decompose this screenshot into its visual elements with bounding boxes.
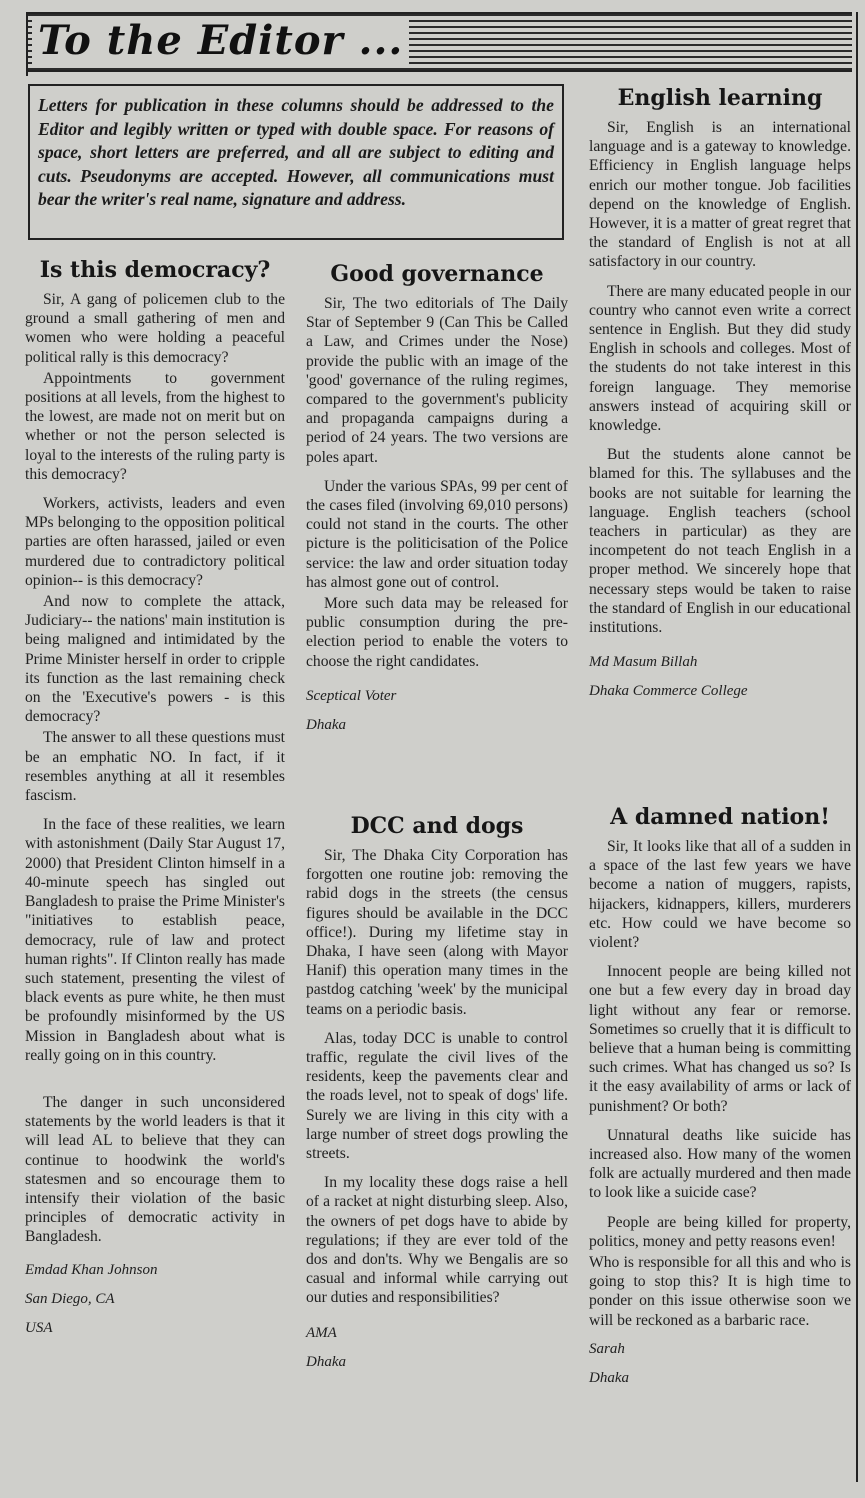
- letter-signature: [589, 1340, 851, 1388]
- submission-notice: Letters for publication in these columns should be addressed to the Editor and legibly written or typed with double space. For reasons of space, short letters are preferred, and all are subject to editing and cuts. Pseudonyms are accepted. However, all communications must bear the writer's real name, signature and address.: [28, 84, 564, 240]
- letter-title: Good governance: [330, 261, 544, 287]
- letter-paragraph: The answer to all these questions must be an emphatic NO. In fact, if it resembles anything at all it resembles fascism.: [25, 729, 285, 805]
- letter-paragraph: In the face of these realities, we learn with astonishment (Daily Star August 17, 2000) that President Clinton himself in a 40-minute speech has singled out Bangladesh to praise the Prime Minister's "initiatives to establish peace, democracy, rule of law and protect human rights". If Clinton really has made such statement, presenting the vilest of black events as pure white, he then must be profoundly misinformed by the US Mission in Bangladesh about what is really going on in this country.: [25, 816, 285, 1064]
- letter-paragraph: People are being killed for property, politics, money and petty reasons even!: [589, 1213, 851, 1250]
- letter-title: Is this democracy?: [39, 257, 271, 283]
- signature-name: Emdad Khan Johnson: [25, 1261, 158, 1278]
- letter-paragraph: Under the various SPAs, 99 per cent of the cases filed (involving 69,010 persons) could not stand in the courts. The other picture is the politicisation of the Police service: the law and order situation today has almost gone out of control.: [306, 477, 568, 591]
- section-title: To the Editor ...: [32, 18, 409, 64]
- signature-location: Dhaka: [589, 1369, 629, 1386]
- signature-location: Dhaka: [306, 716, 346, 733]
- letter-paragraph: More such data may be released for public consumption during the pre-election period to enable the voters to choose the right candidates.: [306, 595, 568, 670]
- letter-paragraph: Appointments to government positions at all levels, from the highest to the lowest, are made not on merit but on whether or not the person selected is loyal to the interests of the ruling party is this democracy?: [25, 369, 285, 483]
- letter-title: DCC and dogs: [350, 813, 524, 839]
- letter-paragraph: Sir, English is an international language and is a gateway to knowledge. Efficiency in English language helps enrich our mother tongue. Job facilities depend on the knowledge of English. However, it is a matter of great regret that the standard of English is not at all satisfactory in our country.: [589, 119, 851, 271]
- letter-paragraph: Innocent people are being killed not one but a few every day in broad day light without any fear or remorse. Sometimes so cruelly that it is difficult to believe that a human being is committing such crimes. What has changed us so? Is it the easy availability of arms or lack of punishment? Or both?: [589, 963, 851, 1115]
- letter-signature: [306, 687, 568, 735]
- signature-location: Dhaka: [306, 1353, 346, 1370]
- signature-institution: Dhaka Commerce College: [589, 683, 748, 700]
- letter-paragraph: Workers, activists, leaders and even MPs belonging to the opposition political parties are often harassed, jailed or even murdered due to contradictory political opinion-- is this democracy?: [25, 495, 285, 589]
- letter-paragraph: Unnatural deaths like suicide has increased also. How many of the women folk are actually murdered and then made to look like a suicide case?: [589, 1126, 851, 1202]
- signature-name: Sceptical Voter: [306, 687, 397, 704]
- signature-location: San Diego, CA: [25, 1290, 115, 1307]
- letter-signature: [25, 1261, 285, 1338]
- signature-name: AMA: [306, 1324, 337, 1341]
- letter-dcc-and-dogs: [306, 812, 568, 1382]
- masthead-banner: [26, 12, 852, 72]
- letter-is-this-democracy: [25, 256, 285, 1348]
- signature-name: Md Masum Billah: [589, 654, 698, 671]
- letter-signature: [306, 1324, 568, 1372]
- letter-paragraph: Alas, today DCC is unable to control traffic, regulate the civil lives of the residents, keep the pavements clear and the roads level, not to speak of dogs' life. Surely we are living in this city with a large number of street dogs prowling the streets.: [306, 1029, 568, 1163]
- letter-signature: [589, 653, 851, 701]
- letter-paragraph: Who is responsible for all this and who is going to stop this? It is high time to ponder on this issue otherwise soon we will be reckoned as a barbaric race.: [589, 1254, 851, 1329]
- signature-name: Sarah: [589, 1340, 625, 1357]
- letter-a-damned-nation: [589, 803, 851, 1398]
- letter-paragraph: Sir, The Dhaka City Corporation has forgotten one routine job: removing the rabid dogs in the streets (the census figures should be available in the DCC office!). During my lifetime stay in Dhaka, I have seen (along with Mayor Hanif) this operation many times in the pastdog catching 'week' by the municipal teams on a periodic basis.: [306, 847, 568, 1018]
- letter-title: A damned nation!: [610, 804, 830, 830]
- letter-paragraph: And now to complete the attack, Judiciary-- the nations' main institution is being maligned and intimidated by the Prime Minister herself in order to cripple its function as the last remaining check on the 'Executive's powers - is this democracy?: [25, 593, 285, 726]
- letter-paragraph: In my locality these dogs raise a hell of a racket at night disturbing sleep. Also, the owners of pet dogs have to abide by regulations; if they are ever told of the dos and don'ts. Why we Bengalis are so casual and informal while carrying out our duties and responsibilities?: [306, 1174, 568, 1307]
- letter-paragraph: Sir, It looks like that all of a sudden in a space of the last few years we have become a nation of muggers, rapists, hijackers, kidnappers, killers, murderers etc. How could we have become so violent?: [589, 838, 851, 952]
- letter-english-learning: [589, 84, 851, 711]
- letter-paragraph: Sir, A gang of policemen club to the ground a small gathering of men and women who were holding a peaceful political rally is this democracy?: [25, 291, 285, 366]
- signature-country: USA: [25, 1319, 53, 1336]
- letter-paragraph: Sir, The two editorials of The Daily Star of September 9 (Can This be Called a Law, and Crimes under the Nose) provide the public with an image of the 'good' governance of the ruling regimes, compared to the government's publicity and propaganda campaigns during a period of 24 years. The two versions are poles apart.: [306, 295, 568, 466]
- letter-paragraph: The danger in such unconsidered statements by the world leaders is that it will lead AL to believe that they can continue to hoodwink the world's statesmen and so encourage them to intensify their violation of the basic principles of democratic activity in Bangladesh.: [25, 1093, 285, 1246]
- letter-paragraph: There are many educated people in our country who cannot even write a correct sentence in English. But they did study English in schools and colleges. Most of the students do not take interest in this foreign language. They memorise answers instead of acquiring skill or knowledge.: [589, 282, 851, 435]
- letter-paragraph: But the students alone cannot be blamed for this. The syllabuses and the books are not suitable for learning the language. English teachers (school teachers in particular) as they are incompetent do not teach English in a proper method. We sincerely hope that necessary steps would be taken to raise the standard of English in our educational institutions.: [589, 446, 851, 637]
- letter-title: English learning: [617, 85, 823, 111]
- letter-good-governance: [306, 260, 568, 745]
- left-border-line: [26, 12, 28, 76]
- right-border-line: [856, 12, 858, 1482]
